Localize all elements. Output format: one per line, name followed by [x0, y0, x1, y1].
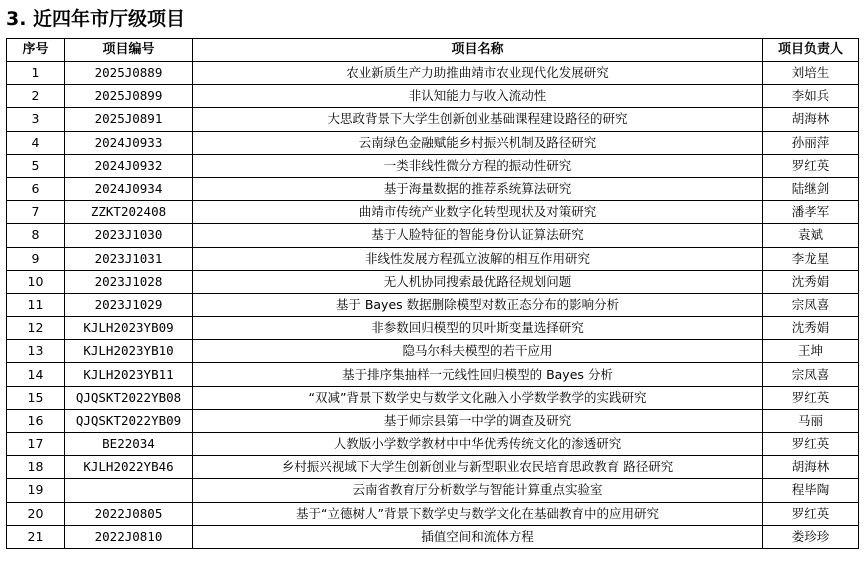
cell-index: 18 [7, 456, 65, 479]
cell-project-code: 2024J0934 [65, 177, 193, 200]
cell-index: 7 [7, 201, 65, 224]
cell-project-leader: 程毕陶 [763, 479, 859, 502]
cell-project-leader: 王坤 [763, 340, 859, 363]
cell-project-code: 2023J1031 [65, 247, 193, 270]
cell-project-name: 非线性发展方程孤立波解的相互作用研究 [193, 247, 763, 270]
cell-project-name: 基于人脸特征的智能身份认证算法研究 [193, 224, 763, 247]
cell-project-name: 曲靖市传统产业数字化转型现状及对策研究 [193, 201, 763, 224]
table-row [7, 433, 859, 456]
table-row [7, 456, 859, 479]
cell-project-code: 2023J1028 [65, 270, 193, 293]
cell-project-code: KJLH2023YB10 [65, 340, 193, 363]
cell-project-name: 基于 Bayes 数据删除模型对数正态分布的影响分析 [193, 293, 763, 316]
cell-index: 2 [7, 85, 65, 108]
cell-project-leader: 罗红英 [763, 154, 859, 177]
table-body [7, 62, 859, 549]
cell-project-name: 一类非线性微分方程的振动性研究 [193, 154, 763, 177]
cell-project-code: 2024J0932 [65, 154, 193, 177]
cell-project-name: 基于海量数据的推荐系统算法研究 [193, 177, 763, 200]
table-row [7, 525, 859, 548]
cell-project-name: 基于师宗县第一中学的调查及研究 [193, 409, 763, 432]
cell-project-name: 乡村振兴视域下大学生创新创业与新型职业农民培育思政教育 路径研究 [193, 456, 763, 479]
cell-index: 8 [7, 224, 65, 247]
cell-project-leader: 李龙星 [763, 247, 859, 270]
cell-project-leader: 胡海林 [763, 108, 859, 131]
cell-project-name: 人教版小学数学教材中中华优秀传统文化的渗透研究 [193, 433, 763, 456]
table-row [7, 270, 859, 293]
header-index: 序号 [7, 39, 65, 62]
table-row [7, 108, 859, 131]
cell-project-leader: 罗红英 [763, 386, 859, 409]
cell-project-code: BE22034 [65, 433, 193, 456]
cell-project-code: KJLH2023YB09 [65, 317, 193, 340]
cell-project-code [65, 479, 193, 502]
cell-index: 1 [7, 62, 65, 85]
cell-project-code: 2024J0933 [65, 131, 193, 154]
cell-index: 19 [7, 479, 65, 502]
cell-project-leader: 马丽 [763, 409, 859, 432]
cell-index: 10 [7, 270, 65, 293]
cell-index: 17 [7, 433, 65, 456]
cell-project-name: 云南绿色金融赋能乡村振兴机制及路径研究 [193, 131, 763, 154]
table-row [7, 62, 859, 85]
cell-project-leader: 李如兵 [763, 85, 859, 108]
cell-index: 15 [7, 386, 65, 409]
cell-index: 16 [7, 409, 65, 432]
cell-project-leader: 袁斌 [763, 224, 859, 247]
cell-index: 4 [7, 131, 65, 154]
cell-index: 5 [7, 154, 65, 177]
cell-project-code: KJLH2022YB46 [65, 456, 193, 479]
cell-project-name: 云南省教育厅分析数学与智能计算重点实验室 [193, 479, 763, 502]
header-name: 项目名称 [193, 39, 763, 62]
cell-index: 9 [7, 247, 65, 270]
table-header-row [7, 39, 859, 62]
table-row [7, 317, 859, 340]
cell-project-name: 无人机协同搜索最优路径规划问题 [193, 270, 763, 293]
cell-project-code: 2023J1029 [65, 293, 193, 316]
cell-project-leader: 胡海林 [763, 456, 859, 479]
cell-project-name: 非参数回归模型的贝叶斯变量选择研究 [193, 317, 763, 340]
table-row [7, 247, 859, 270]
table-row [7, 340, 859, 363]
cell-index: 12 [7, 317, 65, 340]
cell-project-code: ZZKT202408 [65, 201, 193, 224]
cell-project-leader: 孙丽萍 [763, 131, 859, 154]
cell-project-leader: 刘培生 [763, 62, 859, 85]
cell-project-leader: 宗凤喜 [763, 293, 859, 316]
cell-project-leader: 陆继剑 [763, 177, 859, 200]
cell-project-code: 2022J0805 [65, 502, 193, 525]
cell-project-name: 插值空间和流体方程 [193, 525, 763, 548]
section-title: 3. 近四年市厅级项目 [6, 8, 186, 30]
header-code: 项目编号 [65, 39, 193, 62]
cell-project-name: “双减”背景下数学史与数学文化融入小学数学教学的实践研究 [193, 386, 763, 409]
header-leader: 项目负责人 [763, 39, 859, 62]
cell-project-name: 大思政背景下大学生创新创业基础课程建设路径的研究 [193, 108, 763, 131]
cell-project-code: QJQSKT2022YB09 [65, 409, 193, 432]
cell-project-code: 2022J0810 [65, 525, 193, 548]
table-row [7, 177, 859, 200]
cell-project-name: 基于“立德树人”背景下数学史与数学文化在基础教育中的应用研究 [193, 502, 763, 525]
cell-index: 3 [7, 108, 65, 131]
cell-project-code: 2025J0899 [65, 85, 193, 108]
table-row [7, 502, 859, 525]
table-row [7, 363, 859, 386]
table-row [7, 409, 859, 432]
cell-index: 20 [7, 502, 65, 525]
cell-project-name: 隐马尔科夫模型的若干应用 [193, 340, 763, 363]
cell-project-code: 2025J0889 [65, 62, 193, 85]
cell-project-name: 非认知能力与收入流动性 [193, 85, 763, 108]
cell-index: 6 [7, 177, 65, 200]
cell-project-leader: 沈秀娟 [763, 270, 859, 293]
cell-index: 11 [7, 293, 65, 316]
cell-index: 13 [7, 340, 65, 363]
cell-project-leader: 沈秀娟 [763, 317, 859, 340]
table-row [7, 293, 859, 316]
cell-project-leader: 罗红英 [763, 502, 859, 525]
table-row [7, 386, 859, 409]
cell-project-code: 2023J1030 [65, 224, 193, 247]
cell-project-name: 基于排序集抽样一元线性回归模型的 Bayes 分析 [193, 363, 763, 386]
cell-project-leader: 宗凤喜 [763, 363, 859, 386]
cell-index: 14 [7, 363, 65, 386]
table-row [7, 224, 859, 247]
cell-project-code: KJLH2023YB11 [65, 363, 193, 386]
cell-project-leader: 娄珍珍 [763, 525, 859, 548]
table-row [7, 85, 859, 108]
cell-project-code: 2025J0891 [65, 108, 193, 131]
cell-project-leader: 潘孝军 [763, 201, 859, 224]
cell-project-code: QJQSKT2022YB08 [65, 386, 193, 409]
table-row [7, 131, 859, 154]
table-row [7, 479, 859, 502]
projects-table [6, 38, 859, 549]
table-row [7, 201, 859, 224]
cell-project-leader: 罗红英 [763, 433, 859, 456]
cell-project-name: 农业新质生产力助推曲靖市农业现代化发展研究 [193, 62, 763, 85]
cell-index: 21 [7, 525, 65, 548]
table-row [7, 154, 859, 177]
